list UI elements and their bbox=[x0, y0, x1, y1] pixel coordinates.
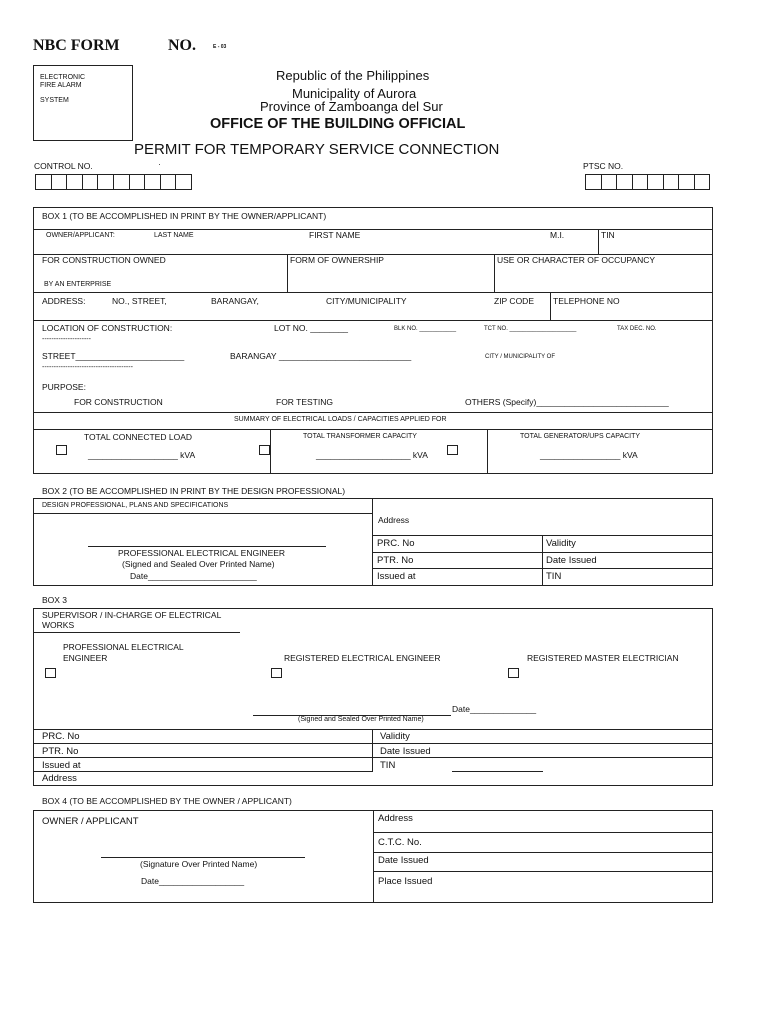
box4-date-issued-label: Date Issued bbox=[378, 855, 429, 866]
city-label: CITY/MUNICIPALITY bbox=[326, 296, 407, 306]
form-number: E - 03 bbox=[213, 44, 227, 50]
box3-address-label: Address bbox=[42, 773, 77, 784]
box4-address-label: Address bbox=[378, 813, 413, 824]
tax-dec-label: TAX DEC. NO. bbox=[617, 326, 657, 332]
box4-owner-label: OWNER / APPLICANT bbox=[42, 816, 139, 827]
for-testing-label: FOR TESTING bbox=[276, 397, 333, 407]
box3-tin-label: TIN bbox=[380, 760, 396, 771]
form-of-ownership-label: FORM OF OWNERSHIP bbox=[290, 255, 384, 265]
box3-ptr-label: PTR. No bbox=[42, 746, 79, 757]
box2-issued-at-label: Issued at bbox=[377, 571, 416, 582]
republic-title: Republic of the Philippines bbox=[276, 68, 430, 83]
box2-signed-label: (Signed and Sealed Over Printed Name) bbox=[122, 559, 275, 569]
box3-rme-label: REGISTERED MASTER ELECTRICIAN bbox=[527, 653, 679, 663]
municipality-title: Municipality of Aurora bbox=[292, 86, 417, 101]
province-title: Province of Zamboanga del Sur bbox=[260, 99, 443, 114]
barangay-field[interactable]: BARANGAY ____________________________ bbox=[230, 351, 412, 361]
barangay-label: BARANGAY, bbox=[211, 296, 259, 306]
rme-checkbox[interactable] bbox=[508, 668, 519, 678]
box2-subheading: DESIGN PROFESSIONAL, PLANS AND SPECIFICATIONS bbox=[42, 502, 229, 509]
box4-ctc-label: C.T.C. No. bbox=[378, 837, 422, 848]
purpose-label: PURPOSE: bbox=[42, 382, 86, 392]
box2-ptr-label: PTR. No bbox=[377, 555, 414, 566]
others-specify-field[interactable]: OTHERS (Specify)____________________________ bbox=[465, 397, 669, 407]
total-generator-label: TOTAL GENERATOR/UPS CAPACITY bbox=[520, 433, 641, 440]
address-label: ADDRESS: bbox=[42, 296, 86, 306]
box3-signed-label: (Signed and Sealed Over Printed Name) bbox=[298, 716, 424, 723]
form-label: NBC FORM bbox=[33, 37, 120, 54]
box2-tin-label: TIN bbox=[546, 571, 562, 582]
lot-no-label: LOT NO. ________ bbox=[274, 323, 349, 333]
owner-label: OWNER/APPLICANT: bbox=[46, 232, 115, 239]
total-transformer-label: TOTAL TRANSFORMER CAPACITY bbox=[303, 433, 417, 440]
dash-line-2: --------------------------------------- bbox=[42, 364, 133, 371]
permit-title: PERMIT FOR TEMPORARY SERVICE CONNECTION bbox=[134, 141, 500, 158]
box2-date-field[interactable]: Date_______________________ bbox=[130, 571, 257, 581]
form-no-label: NO. bbox=[168, 37, 196, 54]
connected-load-checkbox[interactable] bbox=[56, 445, 67, 455]
box2-heading: BOX 2 (TO BE ACCOMPLISHED IN PRINT BY THE DESIGN PROFESSIONAL) bbox=[42, 486, 346, 496]
total-connected-label: TOTAL CONNECTED LOAD bbox=[84, 432, 192, 442]
box4-date-field[interactable]: Date__________________ bbox=[141, 876, 245, 886]
last-name-label: LAST NAME bbox=[154, 232, 194, 239]
box2-validity-label: Validity bbox=[546, 538, 576, 549]
control-no-label: CONTROL NO. bbox=[34, 161, 93, 171]
dash-line-1: --------------------- bbox=[42, 336, 91, 343]
transformer-capacity-field[interactable]: ____________________ kVA bbox=[316, 450, 428, 460]
location-label: LOCATION OF CONSTRUCTION: bbox=[42, 323, 173, 333]
mi-label: M.I. bbox=[550, 230, 565, 240]
box3-pee-label-2: ENGINEER bbox=[63, 653, 108, 663]
box2-prc-label: PRC. No bbox=[377, 538, 415, 549]
city-municipality-label: CITY / MUNICIPALITY OF bbox=[485, 354, 556, 360]
blk-no-label: BLK NO. ___________ bbox=[394, 326, 457, 332]
box3-prc-label: PRC. No bbox=[42, 731, 80, 742]
for-construction-label: FOR CONSTRUCTION bbox=[74, 397, 163, 407]
generator-checkbox[interactable] bbox=[447, 445, 458, 455]
use-character-label: USE OR CHARACTER OF OCCUPANCY bbox=[497, 255, 656, 265]
box3-sub-2: WORKS bbox=[42, 620, 75, 630]
box3-pee-label-1: PROFESSIONAL ELECTRICAL bbox=[63, 642, 184, 652]
stamp-line-1: ELECTRONIC bbox=[40, 74, 86, 81]
by-enterprise-label: BY AN ENTERPRISE bbox=[44, 281, 112, 288]
box3-validity-label: Validity bbox=[380, 731, 410, 742]
first-name-label: FIRST NAME bbox=[309, 230, 361, 240]
ree-checkbox[interactable] bbox=[271, 668, 282, 678]
tct-no-label: TCT NO. ____________________ bbox=[484, 326, 577, 332]
stamp-line-3: SYSTEM bbox=[40, 97, 69, 104]
box4-heading: BOX 4 (TO BE ACCOMPLISHED BY THE OWNER / APPLICANT) bbox=[42, 796, 292, 806]
box1-heading: BOX 1 (TO BE ACCOMPLISHED IN PRINT BY THE OWNER/APPLICANT) bbox=[42, 211, 327, 221]
control-no-field[interactable] bbox=[35, 174, 192, 190]
street-field[interactable]: STREET_______________________ bbox=[42, 351, 185, 361]
summary-label: SUMMARY OF ELECTRICAL LOADS / CAPACITIES APPLIED FOR bbox=[234, 416, 447, 423]
control-dot: · bbox=[158, 159, 161, 169]
stamp-line-2: FIRE ALARM bbox=[40, 82, 82, 89]
box2-date-issued-label: Date Issued bbox=[546, 555, 597, 566]
box3-frame bbox=[33, 608, 713, 786]
no-street-label: NO., STREET, bbox=[112, 296, 167, 306]
telephone-label: TELEPHONE NO bbox=[553, 296, 620, 306]
box4-place-issued-label: Place Issued bbox=[378, 876, 433, 887]
construction-owned-label: FOR CONSTRUCTION OWNED bbox=[42, 255, 166, 265]
box2-address-label: Address bbox=[378, 515, 410, 525]
zip-label: ZIP CODE bbox=[494, 296, 534, 306]
ptsc-no-label: PTSC NO. bbox=[583, 161, 624, 171]
transformer-checkbox[interactable] bbox=[259, 445, 270, 455]
generator-capacity-field[interactable]: _________________ kVA bbox=[540, 450, 638, 460]
box3-sub-1: SUPERVISOR / IN-CHARGE OF ELECTRICAL bbox=[42, 610, 222, 620]
box3-heading: BOX 3 bbox=[42, 595, 68, 605]
box4-signature-label: (Signature Over Printed Name) bbox=[140, 859, 258, 869]
box3-date-issued-label: Date Issued bbox=[380, 746, 431, 757]
connected-load-field[interactable]: ___________________ kVA bbox=[88, 450, 196, 460]
pee-checkbox[interactable] bbox=[45, 668, 56, 678]
tin-label: TIN bbox=[601, 230, 615, 240]
box2-engineer-label: PROFESSIONAL ELECTRICAL ENGINEER bbox=[118, 548, 286, 558]
office-title: OFFICE OF THE BUILDING OFFICIAL bbox=[210, 116, 466, 132]
box3-issued-at-label: Issued at bbox=[42, 760, 81, 771]
ptsc-no-field[interactable] bbox=[585, 174, 710, 190]
box3-ree-label: REGISTERED ELECTRICAL ENGINEER bbox=[284, 653, 441, 663]
box3-date-field[interactable]: Date______________ bbox=[452, 704, 537, 714]
